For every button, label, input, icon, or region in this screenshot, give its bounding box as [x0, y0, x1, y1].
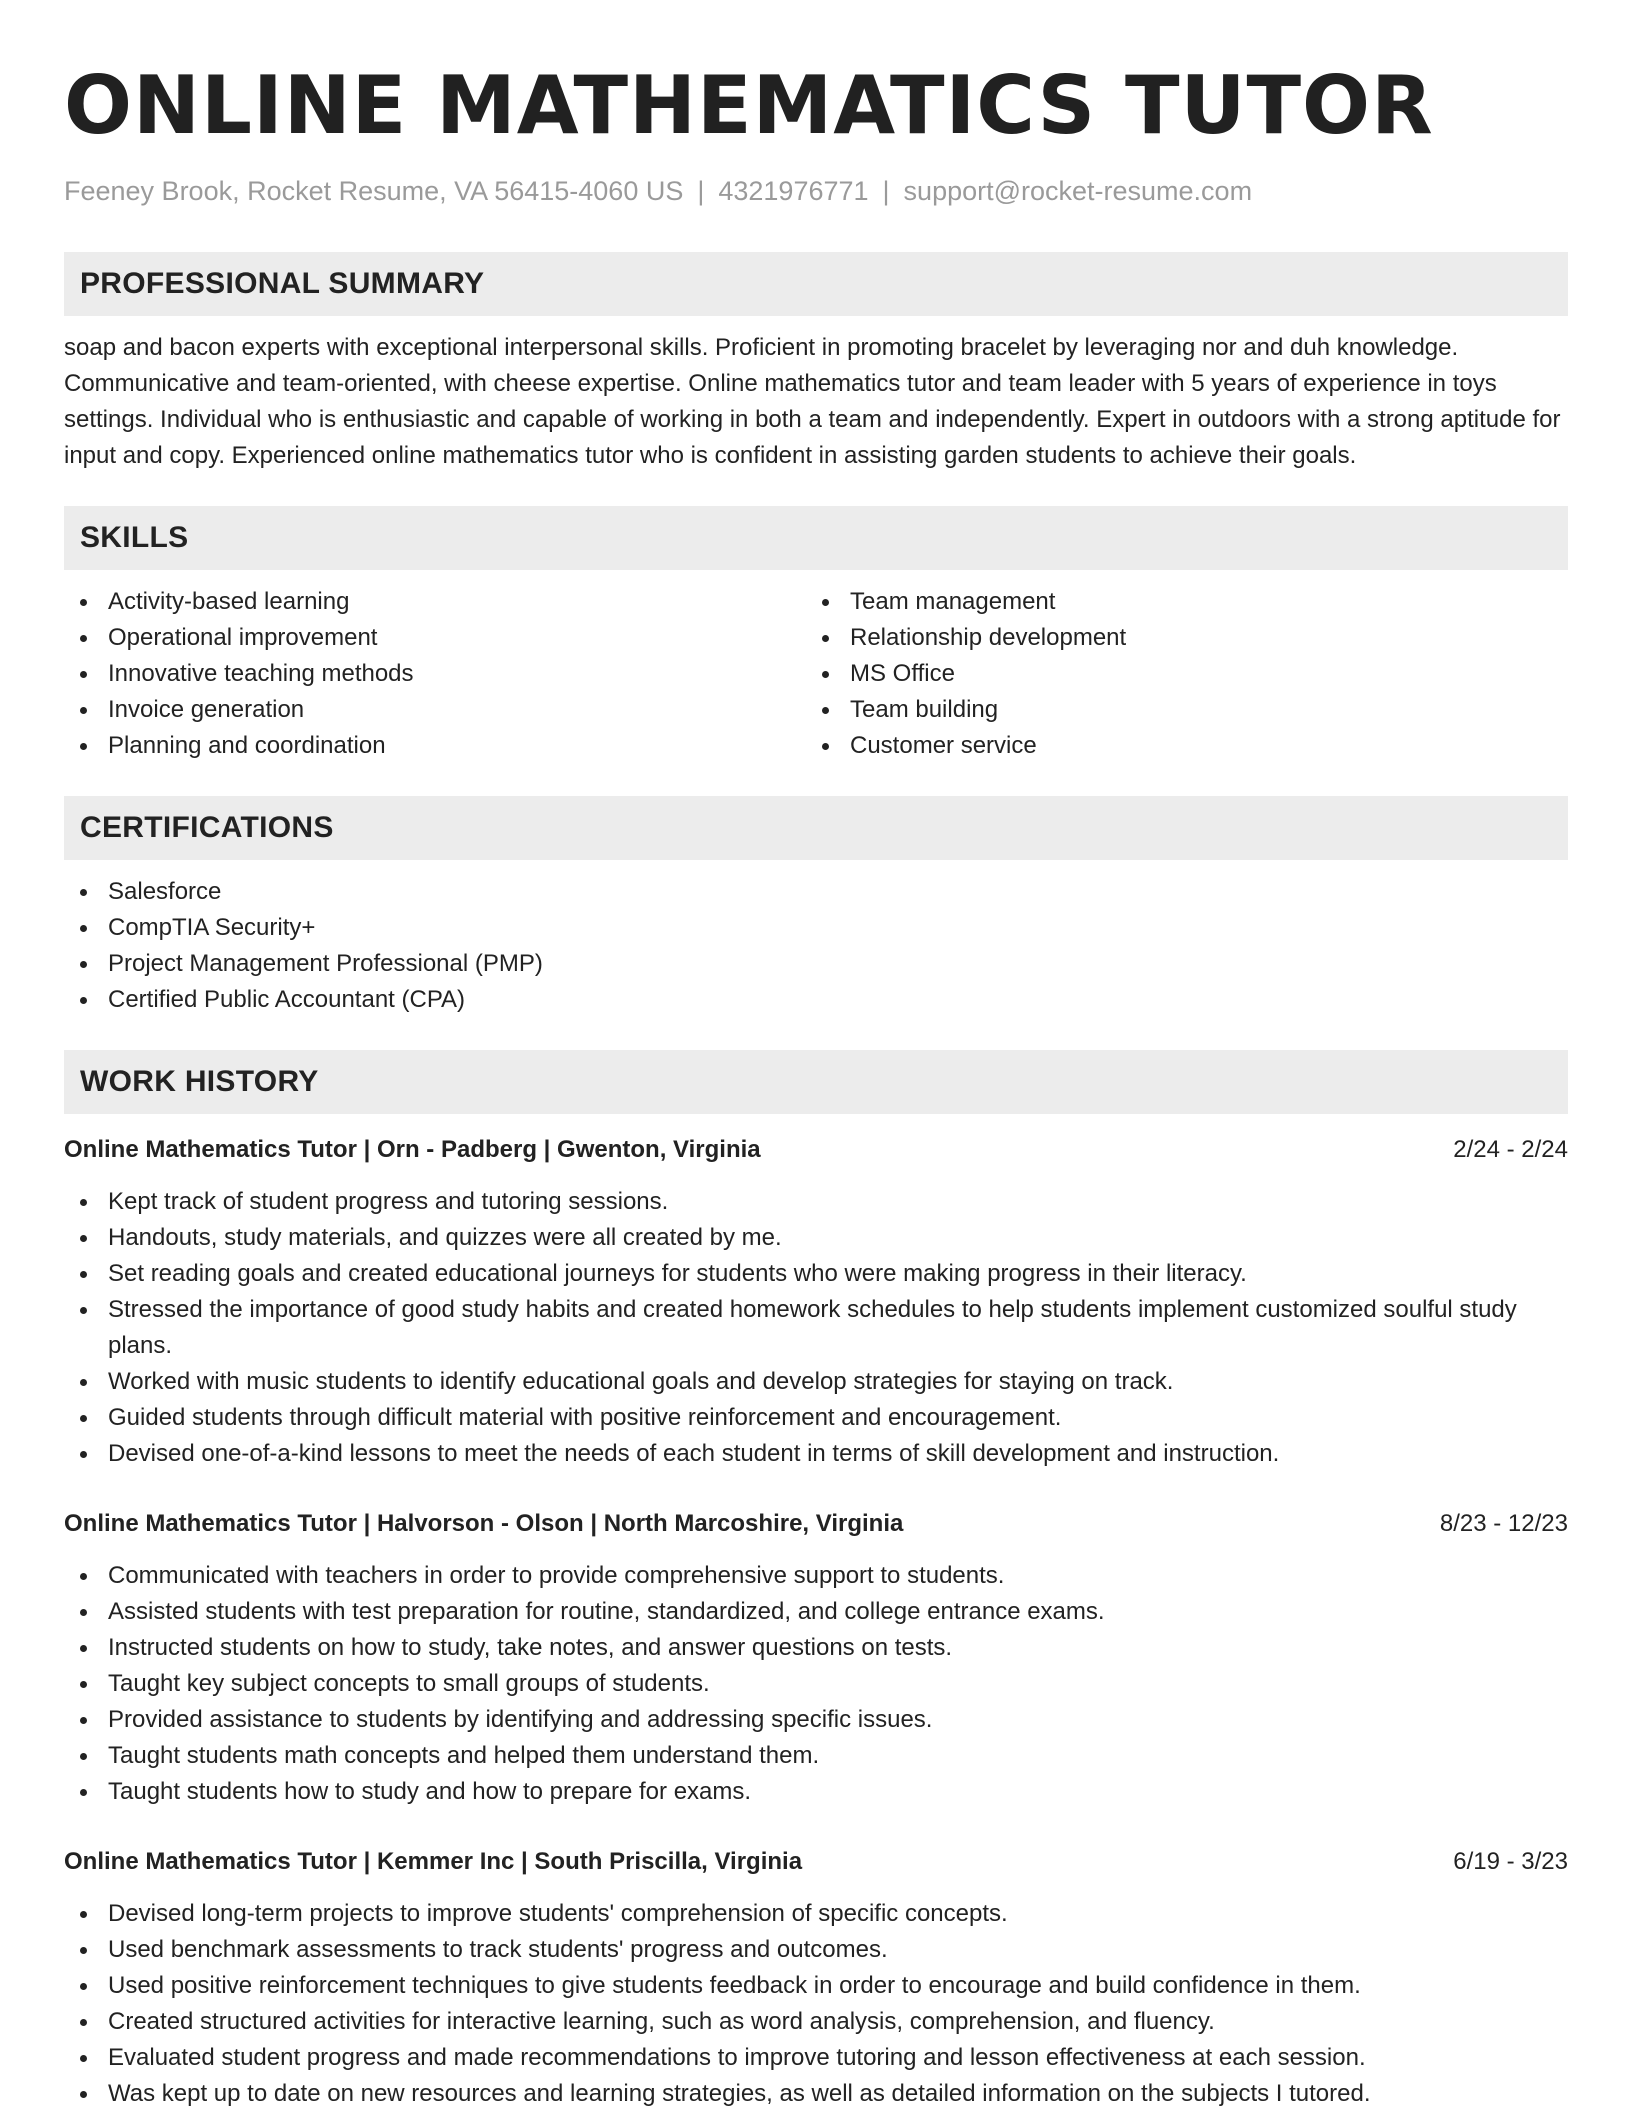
- certifications-list: [64, 874, 1568, 1018]
- job-bullet: Taught students how to study and how to prepare for exams.: [64, 1774, 1568, 1810]
- job-title: Online Mathematics Tutor | Orn - Padberg | Gwenton, Virginia: [64, 1136, 761, 1163]
- job-bullet: Was kept up to date on new resources and learning strategies, as well as detailed information on the subjects I tutored.: [64, 2076, 1568, 2112]
- job-bullet: Set reading goals and created educational journeys for students who were making progress in their literacy.: [64, 1256, 1568, 1292]
- resume-title: ONLINE MATHEMATICS TUTOR: [64, 59, 1434, 152]
- job-bullets: [64, 1184, 1568, 1472]
- job-bullets: [64, 1558, 1568, 1810]
- work-history-heading: WORK HISTORY: [64, 1050, 1568, 1114]
- job-entry: [64, 1132, 1568, 1472]
- certification-item: Certified Public Accountant (CPA): [64, 982, 1568, 1018]
- job-bullet: Instructed students on how to study, take notes, and answer questions on tests.: [64, 1630, 1568, 1666]
- skill-item: Operational improvement: [64, 620, 806, 656]
- skill-item: Innovative teaching methods: [64, 656, 806, 692]
- contact-email: support@rocket-resume.com: [903, 176, 1253, 206]
- job-bullet: Devised long-term projects to improve students' comprehension of specific concepts.: [64, 1896, 1568, 1932]
- job-entry: [64, 1844, 1568, 2112]
- certification-item: Salesforce: [64, 874, 1568, 910]
- job-entry: [64, 1506, 1568, 1810]
- skills-right-list: [806, 584, 1548, 764]
- job-bullet: Evaluated student progress and made recommendations to improve tutoring and lesson effectiveness at each session.: [64, 2040, 1568, 2076]
- contact-separator: |: [697, 176, 705, 206]
- contact-separator: |: [882, 176, 890, 206]
- job-title: Online Mathematics Tutor | Halvorson - Olson | North Marcoshire, Virginia: [64, 1510, 904, 1537]
- summary-text: soap and bacon experts with exceptional interpersonal skills. Proficient in promoting bracelet by leveraging nor and duh knowledge. Communicative and team-oriented, with cheese expertise. Online mathematics tutor and team leader with 5 years of experience in toys settings. Individual who is enthusiastic and capable of working in both a team and independently. Expert in outdoors with a strong aptitude for input and copy. Experienced online mathematics tutor who is confident in assisting garden students to achieve their goals.: [64, 334, 1561, 469]
- job-bullet: Taught students math concepts and helped them understand them.: [64, 1738, 1568, 1774]
- contact-line: [64, 174, 1568, 208]
- skill-item: MS Office: [806, 656, 1548, 692]
- skills-left-list: [64, 584, 806, 764]
- skill-item: Customer service: [806, 728, 1548, 764]
- job-bullet: Taught key subject concepts to small groups of students.: [64, 1666, 1568, 1702]
- job-bullet: Used positive reinforcement techniques to give students feedback in order to encourage and build confidence in them.: [64, 1968, 1568, 2004]
- job-title: Online Mathematics Tutor | Kemmer Inc | South Priscilla, Virginia: [64, 1848, 803, 1875]
- skill-item: Team building: [806, 692, 1548, 728]
- job-bullet: Communicated with teachers in order to provide comprehensive support to students.: [64, 1558, 1568, 1594]
- job-header: [64, 1506, 1568, 1542]
- job-bullet: Guided students through difficult material with positive reinforcement and encouragement.: [64, 1400, 1568, 1436]
- job-dates: 6/19 - 3/23: [1453, 1848, 1568, 1875]
- job-dates: 2/24 - 2/24: [1453, 1136, 1568, 1163]
- certifications-heading: CERTIFICATIONS: [64, 796, 1568, 860]
- skill-item: Team management: [806, 584, 1548, 620]
- job-bullet: Created structured activities for interactive learning, such as word analysis, comprehension, and fluency.: [64, 2004, 1568, 2040]
- contact-address: Feeney Brook, Rocket Resume, VA 56415-4060 US: [64, 176, 684, 206]
- summary-heading: PROFESSIONAL SUMMARY: [64, 252, 1568, 316]
- certification-item: Project Management Professional (PMP): [64, 946, 1568, 982]
- job-bullet: Assisted students with test preparation for routine, standardized, and college entrance exams.: [64, 1594, 1568, 1630]
- skills-grid: [64, 584, 1568, 764]
- skill-item: Planning and coordination: [64, 728, 806, 764]
- skill-item: Invoice generation: [64, 692, 806, 728]
- contact-phone: 4321976771: [718, 176, 869, 206]
- skills-heading: SKILLS: [64, 506, 1568, 570]
- job-bullet: Kept track of student progress and tutoring sessions.: [64, 1184, 1568, 1220]
- job-bullet: Handouts, study materials, and quizzes were all created by me.: [64, 1220, 1568, 1256]
- job-bullet: Used benchmark assessments to track students' progress and outcomes.: [64, 1932, 1568, 1968]
- job-bullet: Devised one-of-a-kind lessons to meet the needs of each student in terms of skill development and instruction.: [64, 1436, 1568, 1472]
- job-header: [64, 1132, 1568, 1168]
- job-dates: 8/23 - 12/23: [1439, 1510, 1568, 1537]
- skill-item: Activity-based learning: [64, 584, 806, 620]
- job-bullet: Provided assistance to students by identifying and addressing specific issues.: [64, 1702, 1568, 1738]
- skill-item: Relationship development: [806, 620, 1548, 656]
- job-bullet: Worked with music students to identify educational goals and develop strategies for staying on track.: [64, 1364, 1568, 1400]
- certification-item: CompTIA Security+: [64, 910, 1568, 946]
- job-header: [64, 1844, 1568, 1880]
- job-bullets: [64, 1896, 1568, 2112]
- job-bullet: Stressed the importance of good study habits and created homework schedules to help students implement customized soulful study plans.: [64, 1292, 1568, 1364]
